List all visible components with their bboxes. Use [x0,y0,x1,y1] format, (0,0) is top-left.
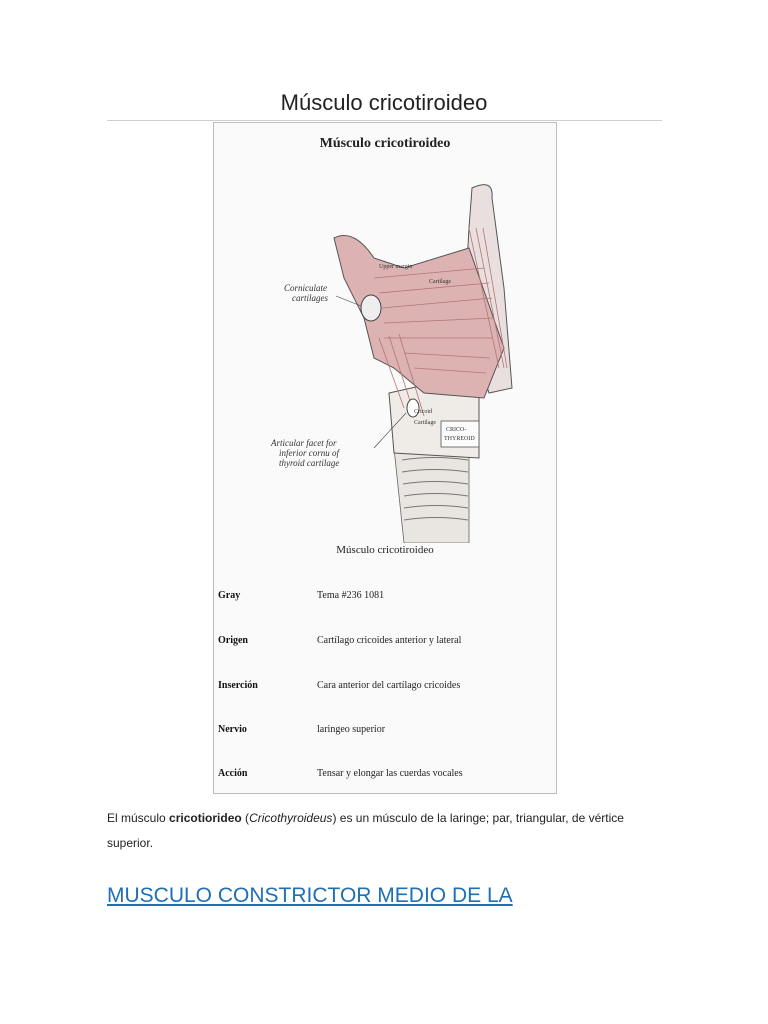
intro-paragraph [107,806,642,856]
corniculate-label-2: cartilages [292,293,328,303]
corniculate-label-1: Corniculate [284,283,327,293]
cartilage-label: Cartilage [429,279,451,285]
articular-label-3: thyroid cartilage [279,458,340,468]
title-divider [107,120,662,121]
info-value: laringeo superior [317,724,386,735]
info-row-nervio [214,724,556,744]
articular-label-1: Articular facet for [271,438,337,448]
info-value: Tensar y elongar las cuerdas vocales [317,768,463,779]
info-key: Acción [218,768,248,779]
intro-suffix: ) es un músculo de la laringe; par, triangular, de vértice superior. [107,811,624,850]
infobox-title: Músculo cricotiroideo [319,136,451,151]
page-title: Músculo cricotiroideo [280,90,488,115]
infobox [213,122,557,794]
intro-latin-term: Cricothyroideus [249,811,333,825]
next-section-link[interactable]: MUSCULO CONSTRICTOR MEDIO DE LA [107,884,513,907]
image-caption: Músculo cricotiroideo [336,544,434,556]
articular-label-2: inferior cornu of [279,448,339,458]
intro-open: ( [241,811,250,825]
trachea [394,448,469,543]
info-key: Gray [218,590,241,601]
info-key: Origen [218,635,248,646]
crico-label-2: THYREOID [444,436,475,442]
crico-label-1: CRICO- [446,427,467,433]
intro-prefix: El músculo [107,811,170,825]
cartilage-label-2: Cartilage [414,420,436,426]
info-row-origen [214,635,556,655]
info-row-accion [214,768,556,788]
larynx-illustration [254,168,516,543]
info-row-insercion [214,680,556,700]
info-value: Cartílago cricoides anterior y lateral [317,635,462,646]
info-row-gray [214,590,556,610]
info-value: Cara anterior del cartílago cricoides [317,680,461,691]
crico-thyreoid-plate [441,421,479,447]
info-key: Nervio [218,724,247,735]
cricoid-label: Cricoid [414,409,432,415]
corniculate-cartilage [361,295,381,321]
info-key: Inserción [218,680,258,691]
info-value: Tema #236 1081 [317,590,385,601]
upper-margin-label: Upper margin [379,264,413,270]
intro-bold-term: cricotiorideo [169,811,242,825]
